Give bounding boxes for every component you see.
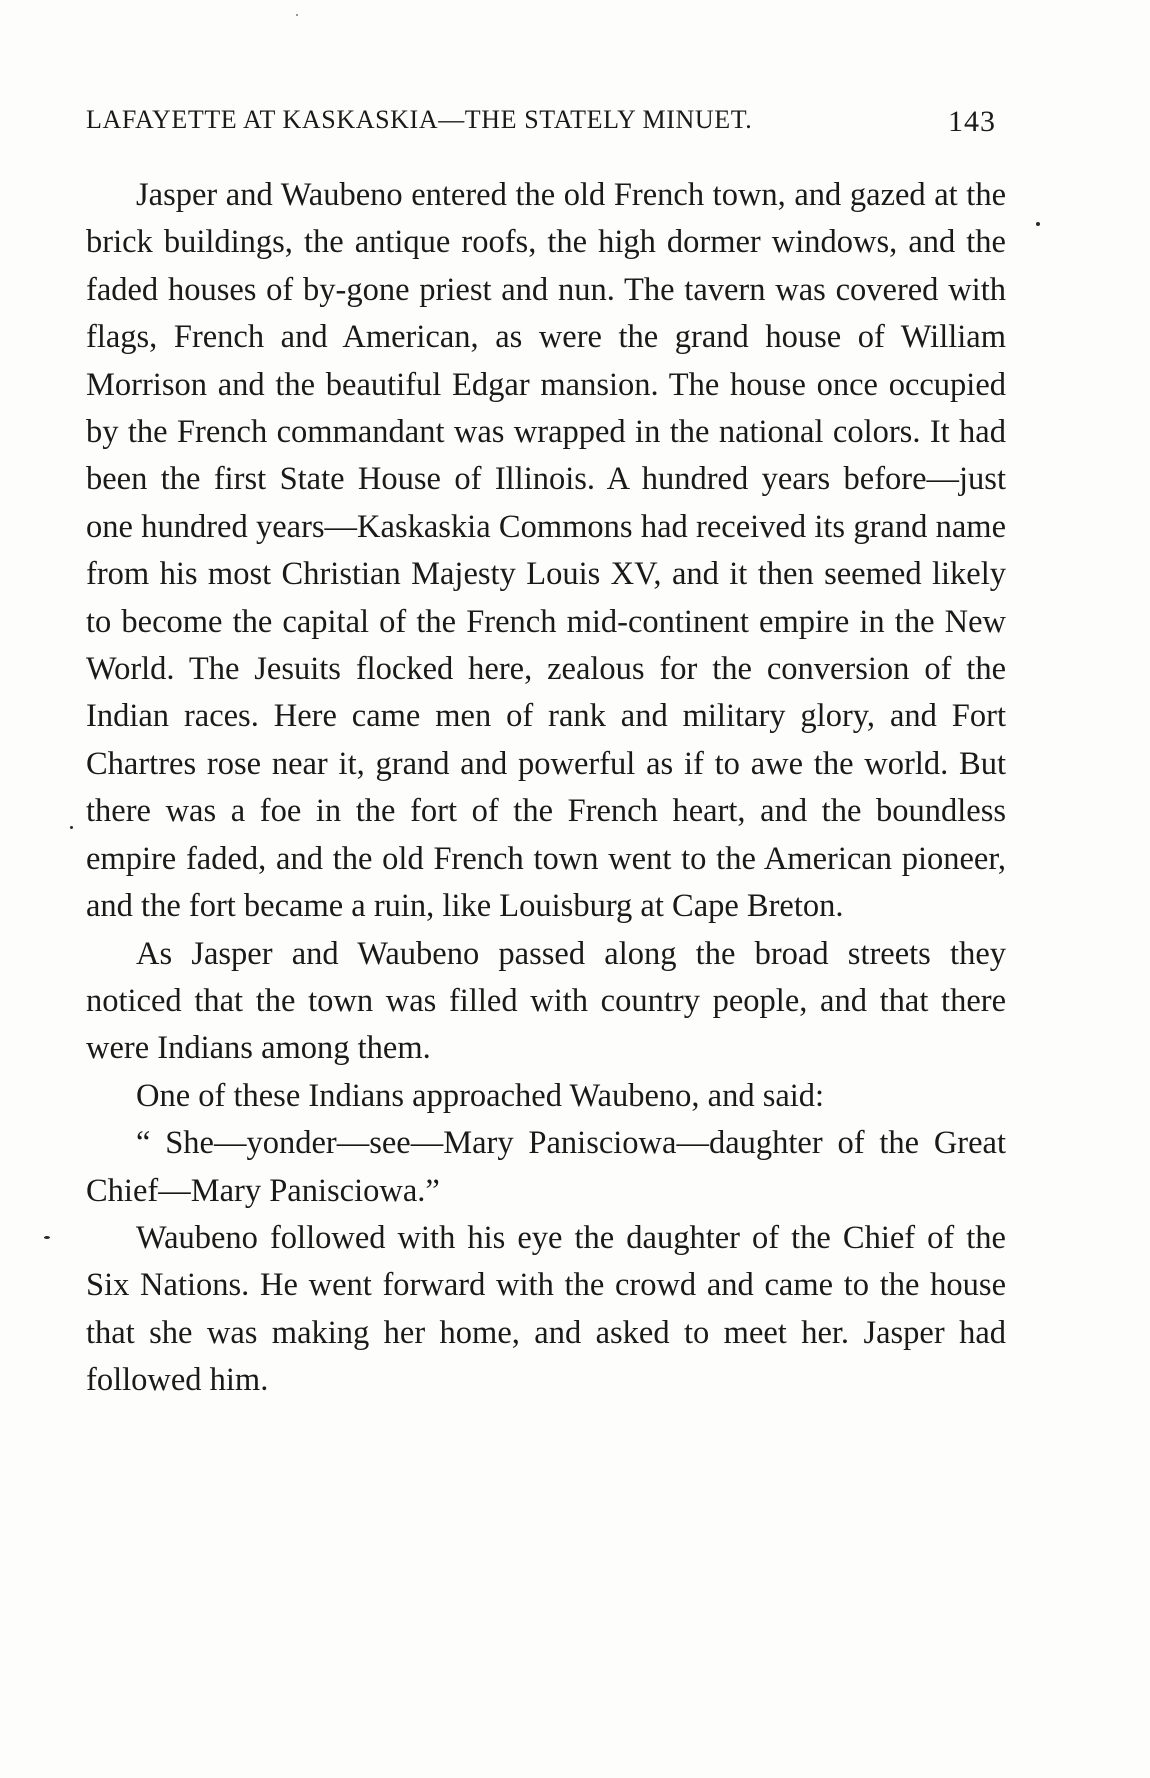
running-head: [86, 105, 996, 145]
running-title: LAFAYETTE AT KASKASKIA—THE STATELY MINUET.: [86, 105, 753, 134]
paragraph-broad-streets: As Jasper and Waubeno passed along the broad streets they noticed that the town was filled with country people, and that there were Indians among them.: [86, 935, 1006, 1067]
paragraph-waubeno-follows: Waubeno followed with his eye the daughter of the Chief of the Six Nations. He went forward with the crowd and came to the house that she was making her home, and asked to meet her. Jasper had followed him.: [86, 1219, 1006, 1399]
print-speck: [1036, 222, 1040, 226]
paragraph-kaskaskia-history: Jasper and Waubeno entered the old French town, and gazed at the brick buildings, the antique roofs, the high dormer windows, and the faded houses of by-gone priest and nun. The tavern was covered with flags, French and American, as were the grand house of William Morrison and the beautiful Edgar mansion. The house once occupied by the French commandant was wrapped in the national colors. It had been the first State House of Illinois. A hundred years before—just one hundred years—Kaskaskia Commons had received its grand name from his most Christian Majesty Louis XV, and it then seemed likely to become the capital of the French mid-continent empire in the New World. The Jesuits flocked here, zealous for the conversion of the Indian races. Here came men of rank and military glory, and Fort Chartres rose near it, grand and powerful as if to awe the world. But there was a foe in the fort of the French heart, and the boundless empire faded, and the old French town went to the American pioneer, and the fort became a ruin, like Louisburg at Cape Breton.: [86, 177, 1006, 925]
print-speck: [70, 826, 73, 829]
print-speck: [296, 14, 298, 16]
paragraph-indian-approaches: One of these Indians approached Waubeno, and said:: [136, 1077, 825, 1114]
print-speck: [44, 1236, 50, 1239]
paragraph-indian-quote: “ She—yonder—see—Mary Panisciowa—daughter of the Great Chief—Mary Panisciowa.”: [86, 1125, 1006, 1209]
page-number: 143: [948, 105, 996, 138]
body-text: [86, 172, 1006, 1405]
